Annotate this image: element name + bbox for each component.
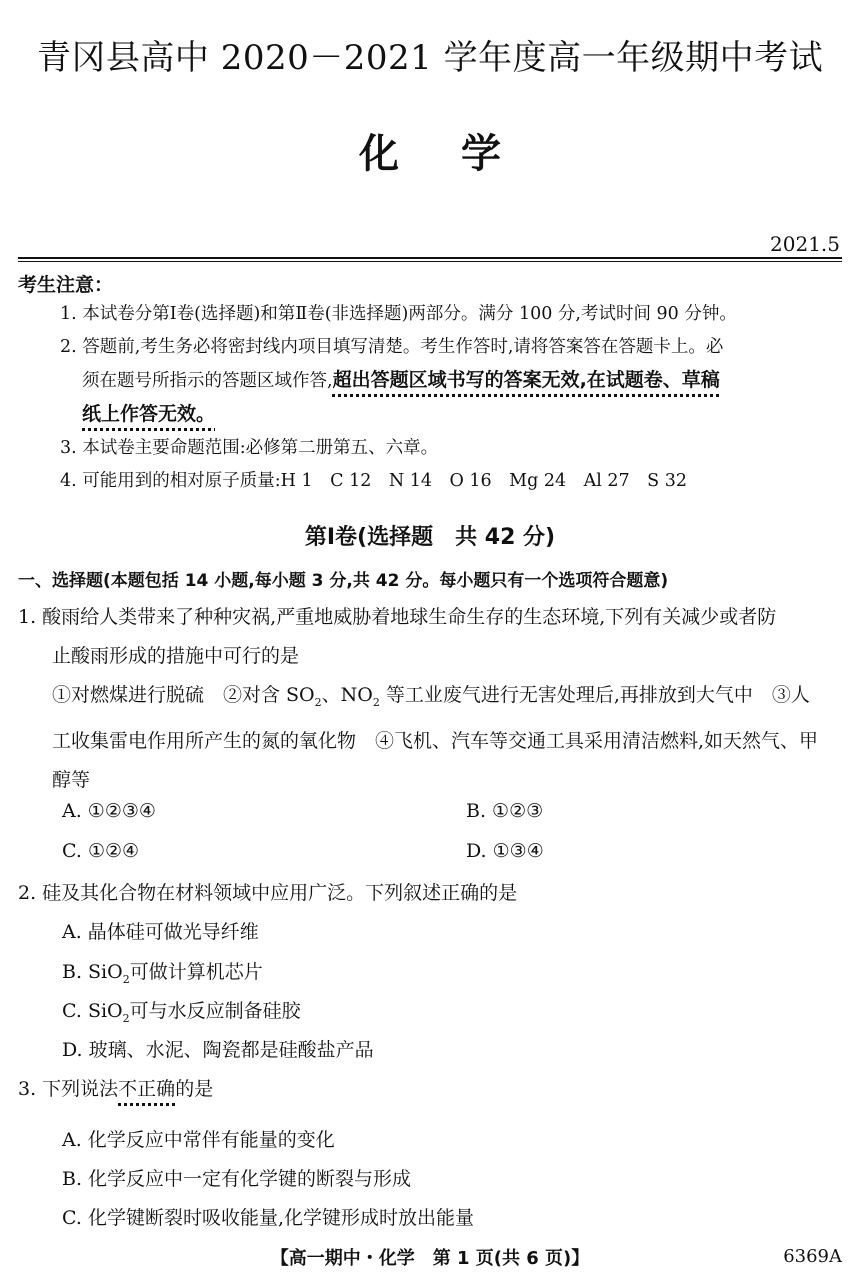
q1-stem-line-4: 工收集雷电作用所产生的氮的氧化物 ④飞机、汽车等交通工具采用清洁燃料,如天然气、甲 (52, 729, 819, 752)
notice-item-2-cont2 (60, 398, 840, 432)
q3-stem-emphasis: 不正确 (118, 1078, 176, 1100)
q1-stem-line-2: 止酸雨形成的措施中可行的是 (52, 645, 300, 667)
subject-title: 化学 (359, 131, 563, 177)
q1-option-b: B. ①②③ (466, 800, 544, 822)
q2-option-a: A. 晶体硅可做光导纤维 (62, 921, 259, 943)
q2-stem: 2. 硅及其化合物在材料领域中应用广泛。下列叙述正确的是 (18, 882, 518, 904)
q3-option-a: A. 化学反应中常伴有能量的变化 (62, 1129, 335, 1151)
q3-stem (18, 1074, 213, 1101)
q2-option-c-part-b: 可与水反应制备硅胶 (129, 1000, 301, 1022)
question-1 (18, 598, 842, 800)
q1-stem-line-5: 醇等 (52, 768, 91, 791)
notice-item-3: 3. 本试卷主要命题范围:必修第二册第五、六章。 (60, 438, 439, 458)
exam-title: 青冈县高中 2020－2021 学年度高一年级期中考试 (36, 38, 824, 78)
q3-stem-part-a: 3. 下列说法 (18, 1078, 119, 1100)
part-heading: 一、选择题(本题包括 14 小题,每小题 3 分,共 42 分。每小题只有一个选项符合题意) (18, 571, 669, 591)
q2-option-c (62, 996, 301, 1025)
header-rule-thin (18, 261, 842, 262)
q2-option-d: D. 玻璃、水泥、陶瓷都是硅酸盐产品 (62, 1039, 374, 1061)
q2-option-b (62, 957, 263, 986)
q2-option-b-part-a: B. SiO (62, 961, 123, 983)
notice-item-2-cont (60, 364, 840, 398)
q3-stem-part-b: 的是 (175, 1078, 214, 1100)
q3-option-c: C. 化学键断裂时吸收能量,化学键形成时放出能量 (62, 1207, 474, 1229)
q1-stem-line-3 (18, 676, 842, 722)
subscript: 2 (122, 972, 130, 986)
subscript: 2 (314, 695, 322, 709)
notice-emphasis-2: 纸上作答无效。 (82, 403, 216, 425)
q2-option-c-part-a: C. SiO (62, 1000, 123, 1022)
notice-item-4: 4. 可能用到的相对原子质量:H 1 C 12 N 14 O 16 Mg 24 Al 27 S 32 (60, 471, 687, 491)
notice-item-2-text: 须在题号所指示的答题区域作答, (82, 371, 333, 391)
exam-date: 2021.5 (770, 232, 840, 256)
q1-line3-part-c: 等工业废气进行无害处理后,再排放到大气中 ③人 (379, 684, 810, 706)
q1-line3-part-b: 、NO (321, 684, 373, 706)
notice-list (60, 298, 840, 498)
page-footer: 【高一期中・化学 第 1 页(共 6 页)】 (270, 1248, 590, 1269)
section-title: 第Ⅰ卷(选择题 共 42 分) (304, 525, 556, 550)
q3-option-b: B. 化学反应中一定有化学键的断裂与形成 (62, 1168, 412, 1190)
notice-item-2: 2. 答题前,考生务必将密封线内项目填写清楚。考生作答时,请将答案答在答题卡上。必 (60, 337, 724, 357)
subscript: 2 (122, 1011, 130, 1025)
notice-emphasis-1: 超出答题区域书写的答案无效,在试题卷、草稿 (332, 369, 720, 391)
notice-item-1: 1. 本试卷分第Ⅰ卷(选择题)和第Ⅱ卷(非选择题)两部分。满分 100 分,考试时间 90 分钟。 (60, 304, 737, 324)
q1-option-d: D. ①③④ (466, 840, 544, 862)
q1-stem-line-1: 1. 酸雨给人类带来了种种灾祸,严重地威胁着地球生命生存的生态环境,下列有关减少或者防 (18, 606, 777, 628)
notice-heading: 考生注意： (18, 274, 114, 296)
q1-option-c: C. ①②④ (62, 840, 140, 862)
q2-option-b-part-b: 可做计算机芯片 (129, 961, 263, 983)
q1-line3-part-a: ①对燃煤进行脱硫 ②对含 SO (52, 684, 315, 706)
subscript: 2 (372, 695, 380, 709)
header-rule-thick (18, 257, 842, 259)
q1-option-a: A. ①②③④ (62, 800, 156, 822)
paper-code: 6369A (783, 1246, 842, 1267)
